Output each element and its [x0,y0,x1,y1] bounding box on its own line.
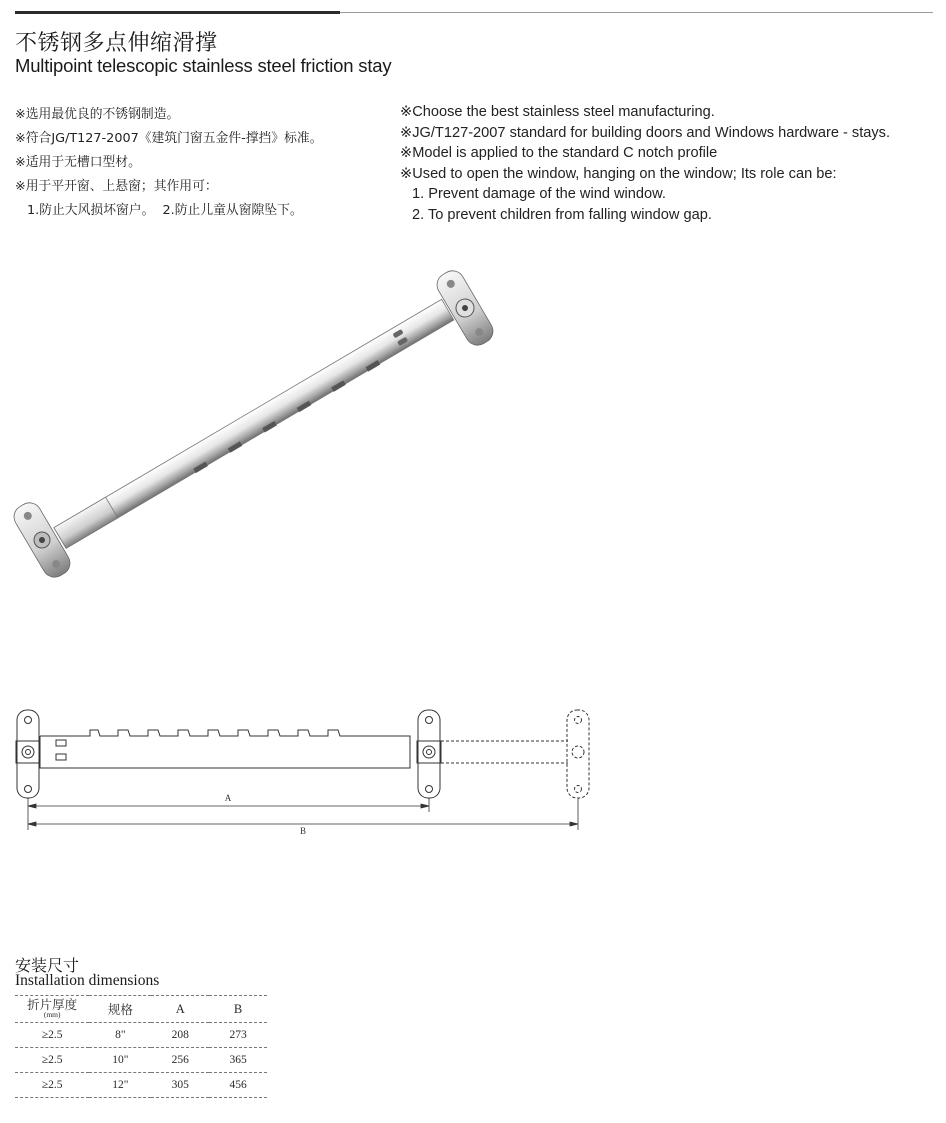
dimension-label-b: B [299,826,307,836]
feature-cn-1: ※选用最优良的不锈钢制造。 [15,107,180,122]
cell-thickness: ≥2.5 [15,1023,89,1048]
col-header-unit: (mm) [43,1010,61,1019]
dimensions-table [15,995,267,1098]
cell-b: 456 [209,1073,267,1098]
col-header-spec: 规格 [89,996,151,1023]
feature-en-2: ※JG/T127-2007 standard for building doors and Windows hardware - stays. [400,124,891,141]
cell-a: 208 [151,1023,209,1048]
header-rule-thick [15,11,340,14]
col-header-thickness-label: 折片厚度 [27,998,78,1012]
col-header-b: B [209,996,267,1023]
page-title-cn: 不锈钢多点伸缩滑撑 [15,31,218,56]
cell-a: 256 [151,1048,209,1073]
col-header-thickness [15,996,89,1023]
header-rule-thin [340,12,933,13]
table-header-row [15,996,267,1023]
dimensions-title-en: Installation dimensions [15,972,160,989]
product-photo [10,268,510,598]
technical-drawing [10,700,600,850]
cell-b: 273 [209,1023,267,1048]
cell-spec: 8" [89,1023,151,1048]
cell-b: 365 [209,1048,267,1073]
feature-en-5: 1. Prevent damage of the wind window. [412,186,666,202]
page-title-en: Multipoint telescopic stainless steel friction stay [15,55,392,76]
feature-cn-3: ※适用于无槽口型材。 [15,155,141,170]
cell-thickness: ≥2.5 [15,1073,89,1098]
col-header-a: A [151,996,209,1023]
feature-en-4: ※Used to open the window, hanging on the window; Its role can be: [400,165,837,182]
cell-spec: 10" [89,1048,151,1073]
feature-list-en [400,102,940,225]
table-row [15,1023,267,1048]
dimension-label-a: A [224,793,232,803]
cell-a: 305 [151,1073,209,1098]
feature-cn-5: 1.防止大风损坏窗户。 2.防止儿童从窗隙坠下。 [27,203,303,218]
feature-en-3: ※Model is applied to the standard C notch profile [400,145,718,161]
cell-thickness: ≥2.5 [15,1048,89,1073]
table-row [15,1048,267,1073]
feature-cn-2: ※符合JG/T127-2007《建筑门窗五金件-撑挡》标准。 [15,131,323,146]
feature-en-6: 2. To prevent children from falling window gap. [412,206,712,223]
table-row [15,1073,267,1098]
cell-spec: 12" [89,1073,151,1098]
feature-en-1: ※Choose the best stainless steel manufacturing. [400,104,715,120]
dimensions-title-cn: 安装尺寸 [15,958,80,975]
feature-list-cn [15,103,395,223]
feature-cn-4: ※用于平开窗、上悬窗；其作用可： [15,179,218,194]
